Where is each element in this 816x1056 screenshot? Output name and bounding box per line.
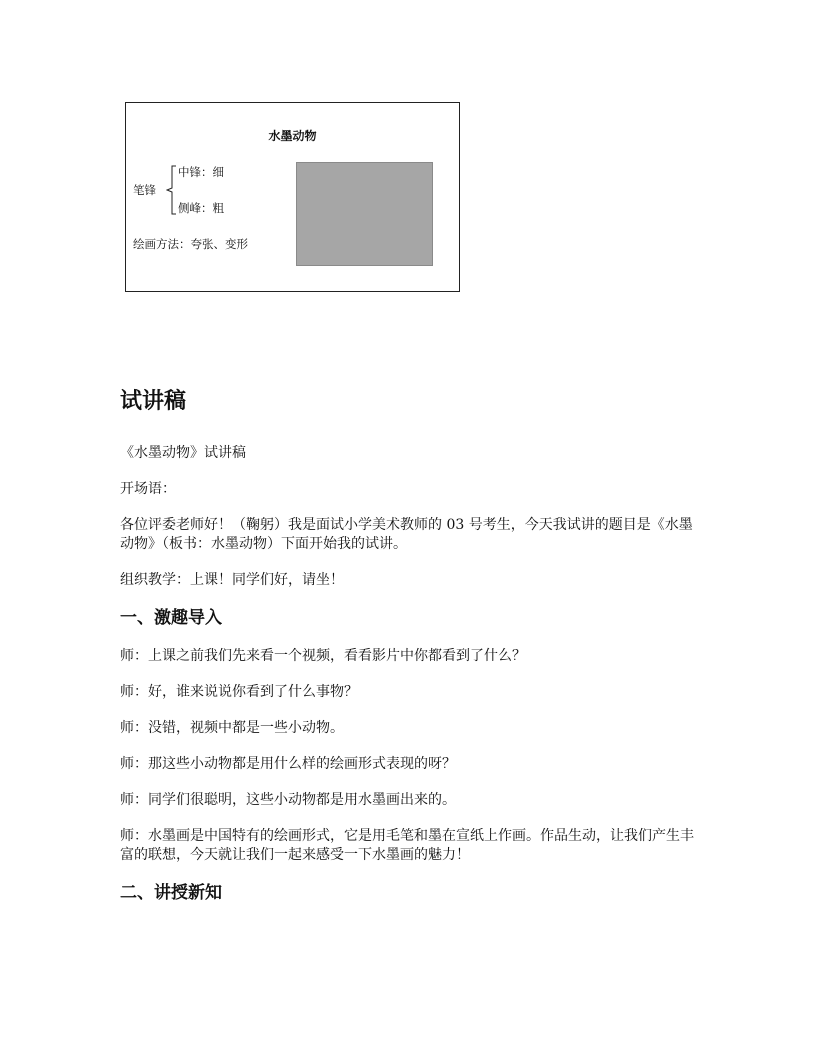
image-placeholder	[296, 162, 433, 266]
blackboard-design-box	[125, 102, 460, 292]
dialogue-line: 师：好，谁来说说你看到了什么事物？	[120, 684, 358, 700]
board-title: 水墨动物	[268, 129, 317, 143]
stroke-item-side: 侧峰：粗	[178, 201, 224, 215]
lesson-title: 《水墨动物》试讲稿	[120, 445, 246, 461]
dialogue-line: 师：没错，视频中都是一些小动物。	[120, 720, 344, 736]
drawing-method: 绘画方法：夸张、变形	[133, 237, 248, 251]
opening-label: 开场语：	[120, 481, 176, 497]
section-heading-new-knowledge: 二、讲授新知	[120, 883, 222, 903]
dialogue-line: 师：水墨画是中国特有的绘画形式，它是用毛笔和墨在宣纸上作画。作品生动，让我们产生丰富的联想，今天就让我们一起来感受一下水墨画的魅力！	[120, 828, 694, 863]
stroke-label: 笔锋	[133, 183, 156, 197]
opening-paragraph: 各位评委老师好！（鞠躬）我是面试小学美术教师的 03 号考生，今天我试讲的题目是《水墨动物》（板书：水墨动物）下面开始我的试讲。	[120, 517, 693, 552]
stroke-item-center: 中锋：细	[178, 165, 224, 179]
document-body	[120, 388, 700, 922]
dialogue-line: 师：同学们很聪明，这些小动物都是用水墨画出来的。	[120, 792, 456, 808]
organize-paragraph: 组织教学：上课！同学们好，请坐！	[120, 572, 344, 588]
dialogue-line: 师：那这些小动物都是用什么样的绘画形式表现的呀？	[120, 756, 456, 772]
dialogue-line: 师：上课之前我们先来看一个视频，看看影片中你都看到了什么？	[120, 648, 526, 664]
page-title: 试讲稿	[120, 389, 187, 414]
section-heading-intro: 一、激趣导入	[120, 608, 222, 628]
